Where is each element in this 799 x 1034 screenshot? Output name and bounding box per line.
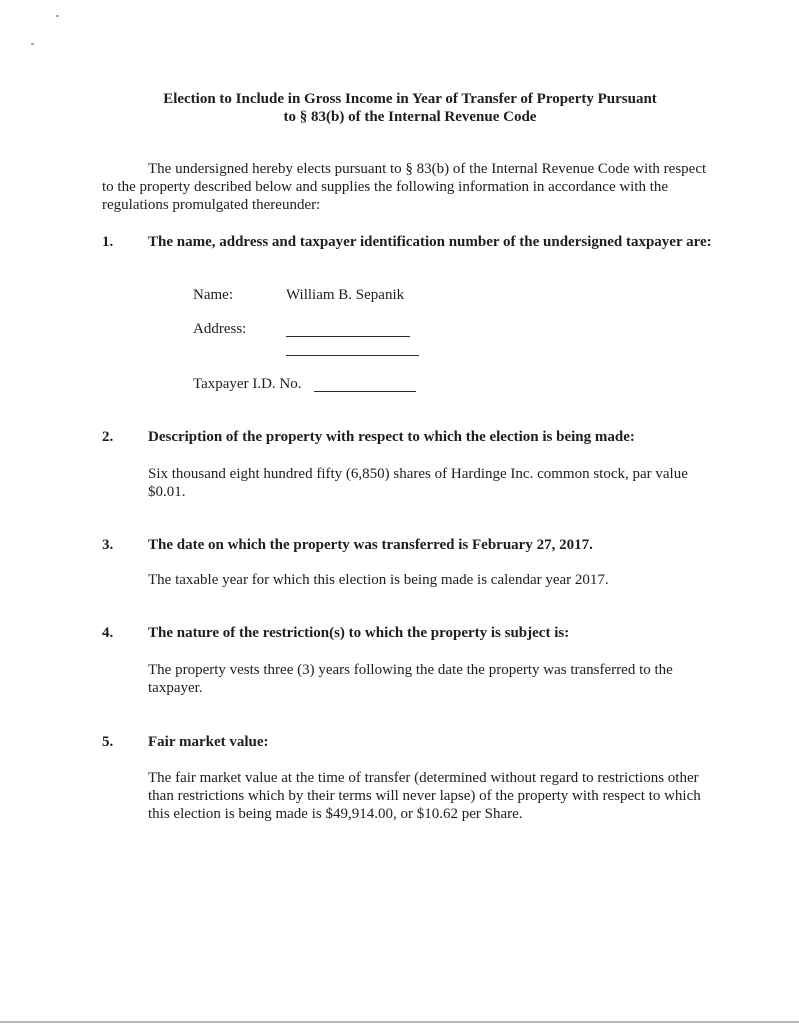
section-5-number: 5. xyxy=(102,734,114,750)
section-4-body: The property vests three (3) years following the date the property was transferred to the taxpayer. xyxy=(148,662,673,696)
intro-paragraph: The undersigned hereby elects pursuant to § 83(b) of the Internal Revenue Code with respect to the property described below and supplies the following information in accordance with the regulations promulgated thereunder: xyxy=(102,161,707,213)
section-3-number: 3. xyxy=(102,537,114,553)
document-title xyxy=(100,90,720,126)
scan-speck xyxy=(31,43,34,45)
section-4-heading: The nature of the restriction(s) to which the property is subject is: xyxy=(148,625,570,641)
name-label: Name: xyxy=(193,287,233,303)
section-5-heading: Fair market value: xyxy=(148,734,269,750)
tin-blank xyxy=(314,391,416,392)
tin-label: Taxpayer I.D. No. xyxy=(193,376,302,392)
page-bottom-edge xyxy=(0,1021,799,1023)
name-value: William B. Sepanik xyxy=(286,287,405,303)
address-line-1-blank xyxy=(286,336,410,337)
section-2-body: Six thousand eight hundred fifty (6,850) shares of Hardinge Inc. common stock, par value $0.01. xyxy=(148,466,688,500)
section-2-number: 2. xyxy=(102,429,114,445)
section-5-body: The fair market value at the time of transfer (determined without regard to restrictions other than restrictions which by their terms will never lapse) of the property with respect to which this election is being made is $49,914.00, or $10.62 per Share. xyxy=(148,770,701,822)
section-4-number: 4. xyxy=(102,625,114,641)
title-line-2: to § 83(b) of the Internal Revenue Code xyxy=(283,109,537,125)
address-line-2-blank xyxy=(286,355,419,356)
address-label: Address: xyxy=(193,321,247,337)
section-2-heading: Description of the property with respect to which the election is being made: xyxy=(148,429,635,445)
section-1-number: 1. xyxy=(102,234,114,250)
title-line-1: Election to Include in Gross Income in Year of Transfer of Property Pursuant xyxy=(163,91,657,107)
section-3-body: The taxable year for which this election is being made is calendar year 2017. xyxy=(148,572,609,588)
section-3-heading: The date on which the property was transferred is February 27, 2017. xyxy=(148,537,593,553)
section-1-heading: The name, address and taxpayer identification number of the undersigned taxpayer are: xyxy=(148,234,712,250)
scan-speck xyxy=(56,15,59,17)
